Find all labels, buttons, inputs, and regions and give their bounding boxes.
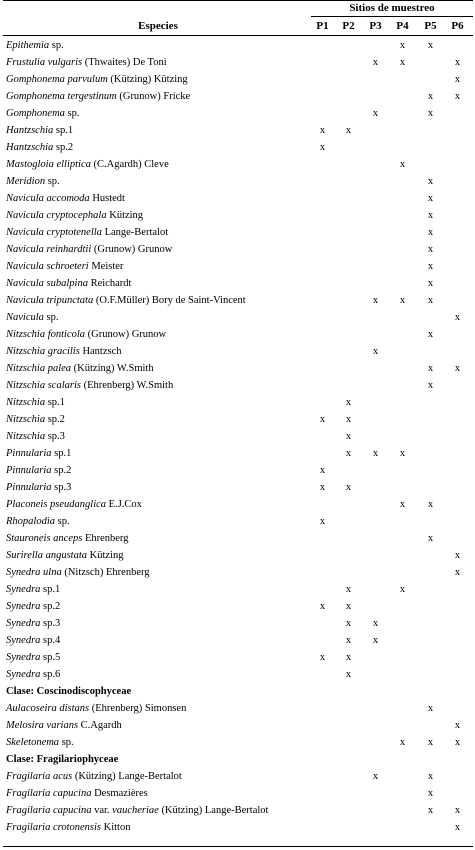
table-row [0,717,475,734]
presence-mark-p5: x [427,737,434,748]
species-genus: Gomphonema tergestinum [6,91,117,102]
species-authority: Ehrenberg [82,533,129,544]
species-name [6,428,65,445]
presence-mark-p3: x [372,618,379,629]
presence-mark-p5: x [427,788,434,799]
species-genus: Nitzschia scalaris [6,380,81,391]
species-name [6,598,60,615]
presence-mark-p6: x [454,822,461,833]
table-row [0,462,475,479]
col-header-p4: P4 [396,20,409,32]
species-name [6,37,64,54]
header-sub-rule [311,16,473,17]
species-genus: Skeletonema [6,737,60,748]
table-row [0,326,475,343]
table-row [0,428,475,445]
presence-mark-p3: x [372,448,379,459]
col-header-p3: P3 [369,20,382,32]
presence-mark-p2: x [345,125,352,136]
species-genus: Melosira varians [6,720,79,731]
species-authority: sp.2 [45,414,65,425]
species-name [6,513,70,530]
species-name [6,479,71,496]
species-name [6,224,168,241]
table-row [0,445,475,462]
presence-mark-p4: x [399,159,406,170]
species-authority: sp.2 [51,465,72,476]
species-authority: sp.2 [53,142,74,153]
species-authority: (Grunow) Fricke [116,91,191,102]
species-name [6,190,125,207]
species-name [6,462,71,479]
species-authority: (Ehrenberg) Simonsen [89,703,187,714]
species-name [6,734,74,751]
species-genus: Navicula cryptocephala [6,210,107,221]
species-name [6,258,123,275]
presence-mark-p6: x [454,312,461,323]
presence-mark-p4: x [399,57,406,68]
table-row [0,700,475,717]
species-authority: Reichardt [87,278,132,289]
table-bottom-rule [3,846,473,847]
presence-mark-p4: x [399,584,406,595]
species-name [6,241,172,258]
species-genus: Nitzschia gracilis [6,346,80,357]
presence-mark-p6: x [454,363,461,374]
species-authority: sp.5 [40,652,61,663]
table-row [0,190,475,207]
species-name [6,105,80,122]
species-authority: (O.F.Müller) Bory de Saint-Vincent [93,295,246,306]
species-authority: (Kützing) W.Smith [71,363,154,374]
presence-mark-p5: x [427,227,434,238]
species-name [6,785,148,802]
table-row [0,343,475,360]
species-name [6,88,190,105]
table-row [0,819,475,836]
species-genus: Synedra ulna [6,567,62,578]
col-header-p2: P2 [342,20,355,32]
presence-mark-p5: x [427,244,434,255]
species-authority: sp. [59,737,74,748]
species-name [6,717,122,734]
species-authority: sp.2 [40,601,61,612]
species-genus: Navicula cryptotenella [6,227,102,238]
species-authority: sp. [43,312,59,323]
table-row [0,649,475,666]
table-row [0,598,475,615]
presence-mark-p5: x [427,363,434,374]
presence-mark-p5: x [427,805,434,816]
species-genus: Nitzschia palea [6,363,72,374]
species-genus: Navicula schroeteri [6,261,89,272]
species-authority: E.J.Cox [106,499,142,510]
presence-mark-p5: x [427,108,434,119]
species-genus: Rhopalodia [6,516,55,527]
species-authority: (Kützing) Lange-Bertalot [72,771,182,782]
species-name [6,71,188,88]
species-authority: sp.1 [45,397,65,408]
table-row [0,71,475,88]
table-row [0,275,475,292]
presence-mark-p1: x [319,465,326,476]
presence-mark-p5: x [427,499,434,510]
header-especies: Especies [138,20,178,32]
species-genus: Frustulia vulgaris [6,57,83,68]
table-row [0,785,475,802]
col-header-p6: P6 [451,20,464,32]
table-row [0,292,475,309]
table-row [0,139,475,156]
species-name [6,292,246,309]
species-name [6,496,142,513]
presence-mark-p6: x [454,57,461,68]
species-authority: (C.Agardh) Cleve [90,159,169,170]
species-name [6,768,182,785]
species-name [6,564,150,581]
species-authority: (Grunow) Grunow [91,244,173,255]
col-header-p1: P1 [316,20,329,32]
table-row [0,564,475,581]
presence-mark-p1: x [319,601,326,612]
species-name [6,411,65,428]
table-row [0,37,475,54]
table-row [0,156,475,173]
species-genus: Synedra [6,618,41,629]
presence-mark-p6: x [454,550,461,561]
species-genus: Epithemia [6,40,50,51]
species-genus: Surirella angustata [6,550,87,561]
species-authority: (Kützing) Kützing [107,74,188,85]
presence-mark-p3: x [372,635,379,646]
species-name [6,377,173,394]
section-row [0,683,475,700]
species-genus: Fragilaria crotonensis [6,822,101,833]
species-name [6,581,60,598]
presence-mark-p2: x [345,618,352,629]
species-authority: sp.3 [45,431,65,442]
presence-mark-p1: x [319,482,326,493]
table-row [0,666,475,683]
species-name [6,547,123,564]
species-authority: (Ehrenberg) W.Smith [80,380,174,391]
species-name [6,360,154,377]
species-genus: Meridion [6,176,46,187]
species-name [6,309,59,326]
species-name [6,649,60,666]
table-row [0,632,475,649]
presence-mark-p6: x [454,91,461,102]
species-genus: Fragilaria acus [6,771,73,782]
species-authority: sp.1 [53,125,74,136]
table-row [0,615,475,632]
table-row [0,802,475,819]
species-name [6,666,60,683]
species-authority: sp.3 [51,482,72,493]
presence-mark-p2: x [345,584,352,595]
species-genus: Nitzschia [6,397,46,408]
species-genus: Navicula accomoda [6,193,90,204]
table-row [0,105,475,122]
species-name [6,615,60,632]
presence-mark-p5: x [427,193,434,204]
species-genus: Fragilaria capucina [6,788,92,799]
presence-mark-p2: x [345,414,352,425]
header-bottom-rule [3,35,473,36]
presence-mark-p1: x [319,516,326,527]
presence-mark-p2: x [345,397,352,408]
table-row [0,768,475,785]
species-authority: Desmazières [91,788,148,799]
presence-mark-p3: x [372,57,379,68]
species-genus: Gomphonema parvulum [6,74,108,85]
presence-mark-p4: x [399,295,406,306]
species-authority: sp.4 [40,635,61,646]
species-genus: Hantzschia [6,125,54,136]
species-genus: Synedra [6,635,41,646]
presence-mark-p5: x [427,771,434,782]
species-genus: Navicula [6,312,44,323]
presence-mark-p4: x [399,40,406,51]
table-row [0,411,475,428]
presence-mark-p1: x [319,414,326,425]
table-row [0,207,475,224]
species-authority: sp. [64,108,80,119]
presence-mark-p6: x [454,567,461,578]
species-authority: (Grunow) Grunow [85,329,167,340]
species-authority: sp. [45,176,60,187]
presence-mark-p6: x [454,720,461,731]
species-genus: Synedra [6,601,41,612]
species-authority: sp.1 [40,584,61,595]
species-genus: Pinnularia [6,482,52,493]
table-row [0,581,475,598]
species-name [6,122,73,139]
species-genus: Fragilaria capucina [6,805,92,816]
presence-mark-p5: x [427,703,434,714]
species-authority: sp. [49,40,64,51]
table-row [0,122,475,139]
species-genus: Synedra [6,652,41,663]
header-sitios: Sitios de muestreo [349,2,435,14]
presence-mark-p6: x [454,74,461,85]
species-authority: var. [91,805,113,816]
species-name [6,156,169,173]
section-row [0,751,475,768]
presence-mark-p3: x [372,771,379,782]
species-genus: Nitzschia [6,414,46,425]
table-row [0,258,475,275]
species-name [6,343,122,360]
table-row [0,309,475,326]
presence-mark-p5: x [427,278,434,289]
presence-mark-p2: x [345,669,352,680]
table-row [0,513,475,530]
col-header-p5: P5 [424,20,437,32]
presence-mark-p2: x [345,635,352,646]
presence-mark-p3: x [372,108,379,119]
species-name [6,530,128,547]
presence-mark-p4: x [399,737,406,748]
species-name [6,394,65,411]
species-name [6,54,167,71]
species-name [6,173,60,190]
species-genus: Nitzschia [6,431,46,442]
presence-mark-p5: x [427,210,434,221]
species-authority: sp.3 [40,618,61,629]
presence-mark-p5: x [427,176,434,187]
table-row [0,88,475,105]
presence-mark-p2: x [345,601,352,612]
presence-mark-p5: x [427,91,434,102]
species-genus: Stauroneis anceps [6,533,83,544]
section-label: Clase: Fragilariophyceae [6,754,119,765]
presence-mark-p5: x [427,261,434,272]
species-authority: sp.1 [51,448,72,459]
table-row [0,173,475,190]
species-genus: Pinnularia [6,465,52,476]
table-row [0,377,475,394]
species-name [6,275,131,292]
species-name [6,139,73,156]
table-row [0,530,475,547]
species-genus: Synedra [6,584,41,595]
species-name [6,700,186,717]
species-authority: Hustedt [89,193,125,204]
species-authority: Kützing [106,210,144,221]
presence-mark-p5: x [427,380,434,391]
species-authority: Lange-Bertalot [101,227,169,238]
species-name [6,326,166,343]
species-name [6,802,268,819]
species-genus: Mastogloia elliptica [6,159,91,170]
species-name [6,207,143,224]
table-row [0,54,475,71]
presence-mark-p2: x [345,448,352,459]
table-row [0,734,475,751]
species-authority: (Kützing) Lange-Bertalot [158,805,269,816]
species-genus: Navicula tripunctata [6,295,94,306]
species-genus: Placoneis pseudanglica [6,499,107,510]
species-authority: sp.6 [40,669,61,680]
species-authority: Kützing [87,550,124,561]
presence-mark-p5: x [427,40,434,51]
table-row [0,241,475,258]
table-row [0,394,475,411]
species-genus: Nitzschia fonticola [6,329,86,340]
species-authority: C.Agardh [78,720,122,731]
presence-mark-p3: x [372,295,379,306]
presence-mark-p5: x [427,533,434,544]
species-genus: Navicula reinhardtii [6,244,92,255]
presence-mark-p4: x [399,499,406,510]
species-authority: Meister [88,261,124,272]
species-authority: Hantzsch [79,346,122,357]
presence-mark-p5: x [427,295,434,306]
species-genus: Synedra [6,669,41,680]
presence-mark-p4: x [399,448,406,459]
species-authority: Kitton [101,822,131,833]
table-row [0,496,475,513]
species-name [6,445,71,462]
species-variety: vaucheriae [112,805,159,816]
species-genus: Aulacoseira distans [6,703,90,714]
presence-mark-p1: x [319,142,326,153]
presence-mark-p2: x [345,431,352,442]
presence-mark-p1: x [319,652,326,663]
table-row [0,547,475,564]
presence-mark-p6: x [454,737,461,748]
species-genus: Gomphonema [6,108,65,119]
section-label: Clase: Coscinodiscophyceae [6,686,132,697]
presence-mark-p6: x [454,805,461,816]
table-row [0,224,475,241]
species-name [6,632,60,649]
species-genus: Navicula subalpina [6,278,88,289]
table-body [0,37,475,836]
table-row [0,360,475,377]
species-authority: sp. [55,516,70,527]
species-name [6,819,130,836]
presence-mark-p2: x [345,482,352,493]
presence-mark-p1: x [319,125,326,136]
species-genus: Hantzschia [6,142,54,153]
presence-mark-p2: x [345,652,352,663]
species-authority: (Thwaites) De Toni [82,57,167,68]
table-row [0,479,475,496]
presence-mark-p3: x [372,346,379,357]
presence-mark-p5: x [427,329,434,340]
species-genus: Pinnularia [6,448,52,459]
species-authority: (Nitzsch) Ehrenberg [61,567,150,578]
